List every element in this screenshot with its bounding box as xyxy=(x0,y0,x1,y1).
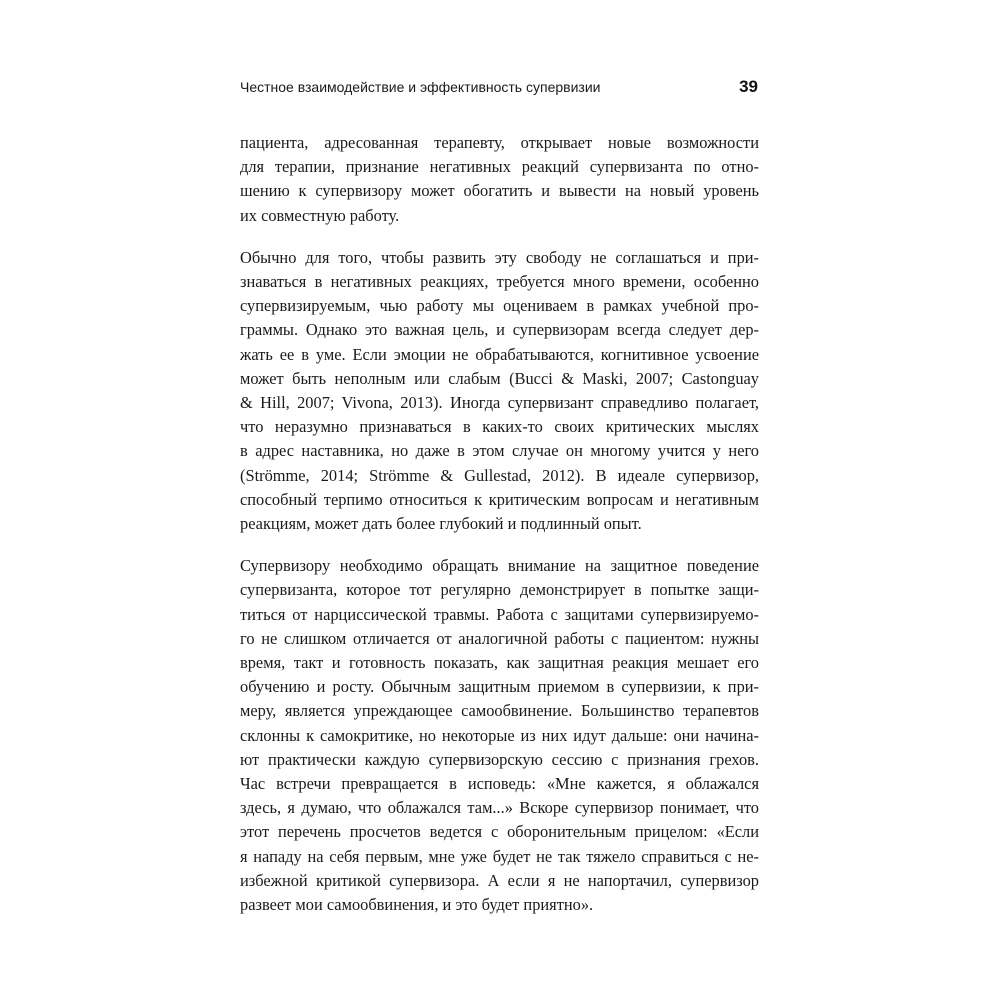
text-line: здесь, я думаю, что облажался там...» Вскоре супервизор понимает, что xyxy=(240,798,759,818)
paragraph-1 xyxy=(240,131,759,228)
text-line: способный терпимо относиться к критическим вопросам и негативным xyxy=(240,489,759,509)
text-line: ют практически каждую супервизорскую сессию с признания грехов. xyxy=(240,749,759,769)
text-line: титься от нарциссической травмы. Работа с защитами супервизируемо- xyxy=(240,604,759,624)
text-line: может быть неполным или слабым (Bucci & Maski, 2007; Castonguay xyxy=(240,368,759,388)
text-line: для терапии, признание негативных реакций супервизанта по отно- xyxy=(240,157,759,177)
running-title: Честное взаимодействие и эффективность супервизии xyxy=(240,79,601,95)
page-number: 39 xyxy=(739,77,758,96)
text-line: граммы. Однако это важная цель, и супервизорам всегда следует дер- xyxy=(240,320,759,340)
text-line: избежной критикой супервизора. А если я не напортачил, супервизор xyxy=(240,870,759,890)
text-line: знаваться в негативных реакциях, требуется много времени, особенно xyxy=(240,272,759,292)
text-line: супервизанта, которое тот регулярно демонстрирует в попытке защи- xyxy=(240,580,759,600)
text-line: склонны к самокритике, но некоторые из них идут дальше: они начина- xyxy=(240,725,759,745)
text-line: супервизируемым, чью работу мы оцениваем в рамках учебной про- xyxy=(240,296,759,316)
text-line: реакциям, может дать более глубокий и подлинный опыт. xyxy=(240,514,642,534)
text-line: обучению и росту. Обычным защитным приемом в супервизии, к при- xyxy=(240,677,759,697)
text-line: их совместную работу. xyxy=(240,205,400,225)
text-line: Обычно для того, чтобы развить эту свободу не соглашаться и при- xyxy=(240,247,759,267)
paragraph-3 xyxy=(240,554,759,917)
text-line: что неразумно признаваться в каких-то своих критических мыслях xyxy=(240,417,759,437)
text-line: я нападу на себя первым, мне уже будет не так тяжело справиться с не- xyxy=(240,846,759,866)
text-line: этот перечень просчетов ведется с оборонительным прицелом: «Если xyxy=(240,822,759,842)
paragraph-2 xyxy=(240,246,759,536)
text-line: Супервизору необходимо обращать внимание на защитное поведение xyxy=(240,556,759,576)
text-line: меру, является упреждающее самообвинение. Большинство терапевтов xyxy=(240,701,759,721)
text-line: развеет мои самообвинения, и это будет приятно». xyxy=(240,895,594,915)
running-header xyxy=(240,79,760,99)
text-line: время, такт и готовность показать, как защитная реакция мешает его xyxy=(240,653,759,673)
text-line: жать ее в уме. Если эмоции не обрабатываются, когнитивное усвоение xyxy=(240,344,759,364)
text-line: шению к супервизору может обогатить и вывести на новый уровень xyxy=(240,181,759,201)
body-text xyxy=(240,131,759,935)
text-line: (Strömme, 2014; Strömme & Gullestad, 2012). В идеале супервизор, xyxy=(240,465,759,485)
text-line: в адрес наставника, но даже в этом случае он многому учится у него xyxy=(240,441,759,461)
text-line: Час встречи превращается в исповедь: «Мне кажется, я облажался xyxy=(240,774,759,794)
text-line: & Hill, 2007; Vivona, 2013). Иногда супервизант справедливо полагает, xyxy=(240,393,759,413)
text-line: пациента, адресованная терапевту, открывает новые возможности xyxy=(240,133,759,152)
text-line: го не слишком отличается от аналогичной работы с пациентом: нужны xyxy=(240,628,759,648)
